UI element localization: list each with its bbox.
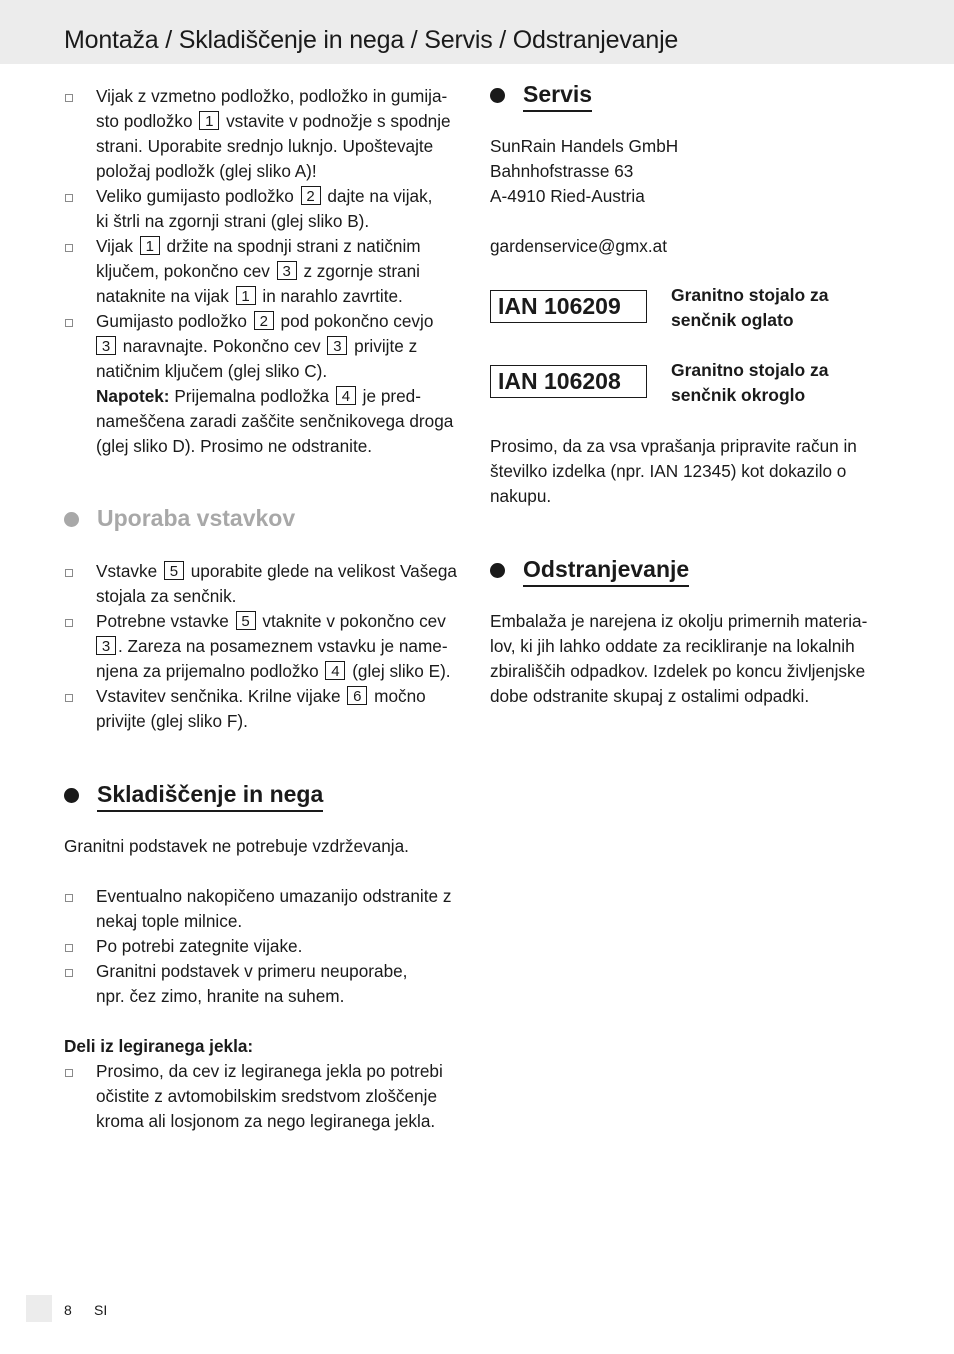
section-title: Odstranjevanje — [523, 553, 689, 587]
storage-intro: Granitni podstavek ne potrebuje vzdrževanja. — [64, 836, 409, 856]
assembly-line: nataknite na vijak 1 in narahlo zavrtite. — [96, 286, 403, 306]
disposal-line: zbirališčih odpadkov. Izdelek po koncu življenjske — [490, 661, 866, 681]
storage-line: Eventualno nakopičeno umazanijo odstranite z — [96, 886, 452, 906]
service-email[interactable]: gardenservice@gmx.at — [490, 236, 667, 256]
section-heading-disposal — [490, 553, 790, 583]
part-number: 1 — [199, 111, 219, 130]
section-heading-service — [490, 78, 690, 108]
section-title: Uporaba vstavkov — [97, 505, 296, 531]
part-number: 3 — [96, 336, 116, 355]
inserts-line: stojala za senčnik. — [96, 586, 237, 606]
part-number: 4 — [325, 661, 345, 680]
assembly-line: Vijak z vzmetno podložko, podložko in gumija- — [96, 86, 448, 106]
section-heading-storage — [64, 778, 364, 808]
part-number: 5 — [164, 561, 184, 580]
steel-line: očistite z avtomobilskim sredstvom zloščenje — [96, 1086, 437, 1106]
assembly-line: ključem, pokončno cev 3 z zgornje strani — [96, 261, 420, 281]
bullet-icon — [65, 619, 73, 627]
steel-line: kroma ali losjonom za nego legiranega jekla. — [96, 1111, 436, 1131]
assembly-line: 3 naravnajte. Pokončno cev 3 privijte z — [96, 334, 417, 359]
inserts-line: privijte (glej sliko F). — [96, 711, 248, 731]
part-number: 1 — [140, 236, 160, 255]
footer-marker — [26, 1295, 52, 1322]
part-number: 4 — [336, 386, 356, 405]
assembly-line: natičnim ključem (glej sliko C). — [96, 361, 328, 381]
service-address: A-4910 Ried-Austria — [490, 186, 645, 206]
bullet-icon — [65, 319, 73, 327]
inserts-line: Vstavke 5 uporabite glede na velikost Vašega — [96, 561, 457, 581]
part-number: 3 — [277, 261, 297, 280]
storage-line: nekaj tople milnice. — [96, 911, 243, 931]
storage-line: Granitni podstavek v primeru neuporabe, — [96, 961, 408, 981]
service-address: SunRain Handels GmbH — [490, 136, 679, 156]
bullet-icon — [65, 694, 73, 702]
storage-line: Po potrebi zategnite vijake. — [96, 936, 303, 956]
inserts-line: Potrebne vstavke 5 vtaknite v pokončno cev — [96, 611, 446, 631]
service-note: Prosimo, da za vsa vprašanja pripravite račun in — [490, 436, 857, 456]
bullet-dot-icon — [490, 563, 505, 578]
assembly-line: ki štrli na zgornji strani (glej sliko B). — [96, 211, 370, 231]
ian-label: senčnik okroglo — [671, 385, 806, 405]
part-number: 2 — [254, 311, 274, 330]
assembly-line: strani. Uporabite srednjo luknjo. Upoštevajte — [96, 136, 434, 156]
bullet-icon — [65, 194, 73, 202]
bullet-icon — [65, 894, 73, 902]
inserts-line: njena za prijemalno podložko 4 (glej sliko E). — [96, 661, 451, 681]
ian-label: Granitno stojalo za — [671, 285, 829, 305]
ian-box: IAN 106209 — [490, 290, 647, 323]
assembly-note: nameščena zaradi zaščite senčnikovega droga — [96, 411, 454, 431]
assembly-note: Napotek: Prijemalna podložka 4 je pred- — [96, 386, 421, 406]
inserts-line: 3 . Zareza na posameznem vstavku je name- — [96, 634, 448, 659]
part-number: 3 — [96, 636, 116, 655]
service-note: nakupu. — [490, 486, 552, 506]
part-number: 5 — [236, 611, 256, 630]
disposal-line: dobe odstranite skupaj z ostalimi odpadki. — [490, 686, 810, 706]
ian-label: senčnik oglato — [671, 310, 794, 330]
bullet-icon — [65, 1069, 73, 1077]
disposal-line: lov, ki jih lahko oddate za recikliranje na lokalnih — [490, 636, 855, 656]
page-number: 8 — [64, 1302, 72, 1318]
ian-box: IAN 106208 — [490, 365, 647, 398]
inserts-line: Vstavitev senčnika. Krilne vijake 6 močno — [96, 686, 426, 706]
ian-label: Granitno stojalo za — [671, 360, 829, 380]
language-code: SI — [94, 1302, 108, 1318]
service-note: številko izdelka (npr. IAN 12345) kot dokazilo o — [490, 461, 847, 481]
bullet-dot-icon — [64, 788, 79, 803]
assembly-line: Gumijasto podložko 2 pod pokončno cevjo — [96, 311, 434, 331]
disposal-line: Embalaža je narejena iz okolju primernih materia- — [490, 611, 868, 631]
page-title: Montaža / Skladiščenje in nega / Servis / Odstranjevanje — [64, 26, 679, 54]
assembly-line: Veliko gumijasto podložko 2 dajte na vijak, — [96, 186, 433, 206]
bullet-icon — [65, 569, 73, 577]
assembly-line: Vijak 1 držite na spodnji strani z natičnim — [96, 236, 421, 256]
assembly-note: (glej sliko D). Prosimo ne odstranite. — [96, 436, 373, 456]
steel-line: Prosimo, da cev iz legiranega jekla po potrebi — [96, 1061, 443, 1081]
bullet-icon — [65, 944, 73, 952]
assembly-line: sto podložko 1 vstavite v podnožje s spodnje — [96, 111, 451, 131]
part-number: 6 — [347, 686, 367, 705]
bullet-icon — [65, 244, 73, 252]
bullet-dot-icon — [64, 512, 79, 527]
bullet-icon — [65, 94, 73, 102]
assembly-line: položaj podložk (glej sliko A)! — [96, 161, 317, 181]
section-title: Skladiščenje in nega — [97, 778, 323, 812]
steel-heading: Deli iz legiranega jekla: — [64, 1036, 254, 1056]
bullet-dot-icon — [490, 88, 505, 103]
bullet-icon — [65, 969, 73, 977]
part-number: 3 — [327, 336, 347, 355]
service-address: Bahnhofstrasse 63 — [490, 161, 634, 181]
section-heading-inserts — [64, 502, 364, 532]
page-header — [0, 0, 954, 64]
section-title: Servis — [523, 78, 592, 112]
part-number: 1 — [236, 286, 256, 305]
storage-line: npr. čez zimo, hranite na suhem. — [96, 986, 345, 1006]
part-number: 2 — [301, 186, 321, 205]
